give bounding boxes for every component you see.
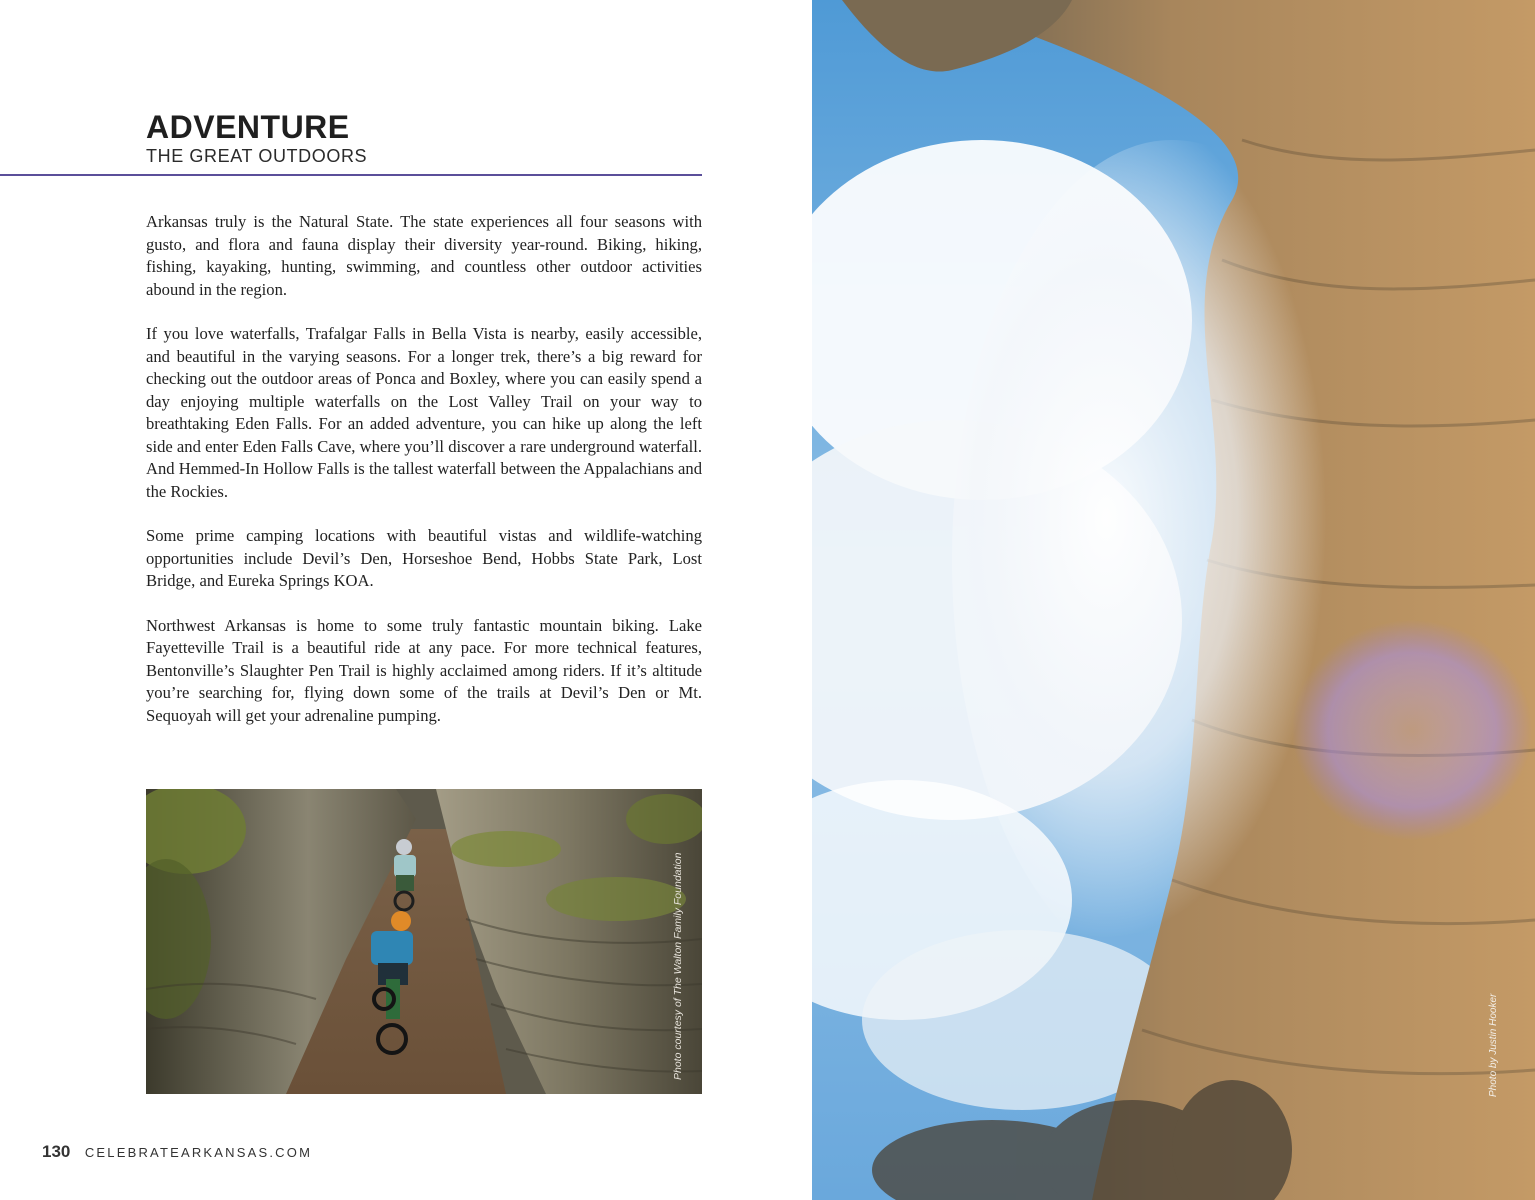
page-title: ADVENTURE <box>146 109 350 145</box>
canyon-trail-illustration <box>146 789 702 1094</box>
section-heading <box>146 108 367 166</box>
paragraph-waterfalls: If you love waterfalls, Trafalgar Falls in Bella Vista is nearby, easily accessible, and beautiful in the varying seasons. For a longer trek, there’s a big reward for checking out the outdoor areas of Ponca and Boxley, where you can easily spend a day enjoying multiple waterfalls on the Lost Valley Trail on your way to breathtaking Eden Falls. For an added adventure, you can hike up along the left side and enter Eden Falls Cave, where you’ll discover a rare underground waterfall. And Hemmed-In Hollow Falls is the tallest waterfall between the Appalachians and the Rockies. <box>146 324 702 501</box>
page-footer <box>42 1142 312 1162</box>
mountain-biking-photo <box>146 789 702 1094</box>
heading-rule <box>0 174 702 176</box>
paragraph-biking: Northwest Arkansas is home to some truly fantastic mountain biking. Lake Fayetteville Trail is a beautiful ride at any pace. For more technical features, Bentonville’s Slaughter Pen Trail is highly acclaimed among riders. If it’s altitude you’re searching for, flying down some of the trails at Devil’s Den or Mt. Sequoyah will get your adrenaline pumping. <box>146 615 702 725</box>
footer-site: CELEBRATEARKANSAS.COM <box>84 1145 313 1160</box>
right-photo-credit: Photo by Justin Hooker <box>1488 993 1499 1097</box>
page-number: 130 <box>42 1142 71 1161</box>
paragraph-camping: Some prime camping locations with beautiful vistas and wildlife-watching opportunities include Devil’s Den, Horseshoe Bend, Hobbs State Park, Lost Bridge, and Eureka Springs KOA. <box>146 526 702 590</box>
page-subtitle: THE GREAT OUTDOORS <box>146 146 368 166</box>
paragraph-intro: Arkansas truly is the Natural State. The state experiences all four seasons with gusto, and flora and fauna display their diversity year-round. Biking, hiking, fishing, kayaking, hunting, swimming, and countless other outdoor activities abound in the region. <box>146 212 702 299</box>
article-body <box>146 211 702 749</box>
inset-photo-credit: Photo courtesy of The Walton Family Foundation <box>672 852 684 1080</box>
cliff-sky-illustration <box>812 0 1535 1200</box>
waterfall-cliff-photo <box>812 0 1535 1200</box>
